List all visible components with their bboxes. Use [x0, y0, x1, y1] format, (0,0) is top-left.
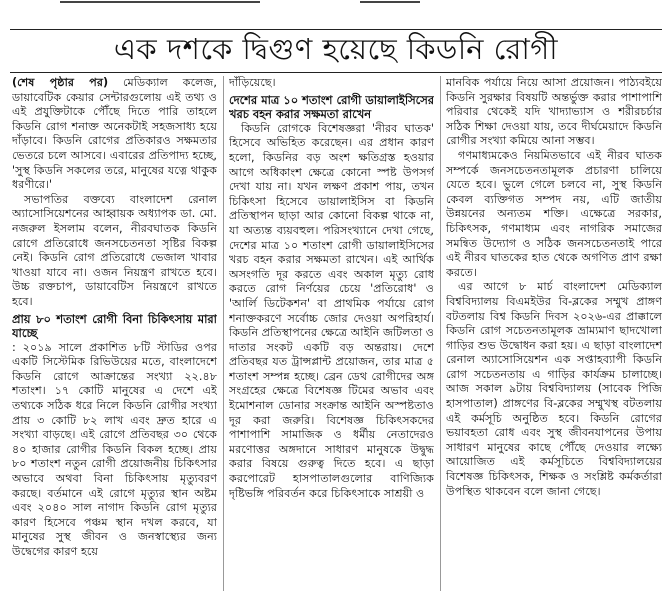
paragraph: গণমাধ্যমকেও নিয়মিতভাবে এই নীরব ঘাতক সম্পর্কে জনসচেতনতামূলক প্রচারণা চালিয়ে যেতে হবে। ভুলে গেলে চলবে না, সুস্থ কিডনি কেবল ব্যক্তিগত সম্পদ নয়, এটি জাতীয় উন্নয়নের অন্যতম শক্তি। এক্ষেত্রে সরকার, চিকিৎসক, গণমাধ্যম এবং নাগরিক সমাজের সমন্বিত উদ্যোগ ও সঠিক জনসচেতনতাই পারে এই নীরব ঘাতকের হাত থেকে অগণিত প্রাণ রক্ষা করতে। [446, 148, 662, 279]
subheading: দেশের মাত্র ১০ শতাংশ রোগী ডায়ালাইসিসের খরচ বহন করার সক্ষমতা রাখেন [229, 92, 434, 122]
paragraph [12, 76, 217, 193]
column-divider [223, 76, 224, 591]
paragraph: কিডনি রোগকে বিশেষজ্ঞরা 'নীরব ঘাতক' হিসেবে অভিহিত করেছেন। এর প্রধান কারণ হলো, কিডনির বড় অংশ ক্ষতিগ্রস্ত হওয়ার আগে অধিকাংশ ক্ষেত্রে কোনো স্পষ্ট উপসর্গ দেখা যায় না। যখন লক্ষণ প্রকাশ পায়, তখন চিকিৎসা হিসেবে ডায়ালাইসিস বা কিডনি প্রতিস্থাপন ছাড়া আর কোনো বিকল্প থাকে না, যা অত্যন্ত ব্যয়বহুল। পরিসংখ্যানে দেখা গেছে, দেশের মাত্র ১০ শতাংশ রোগী ডায়ালাইসিসের খরচ বহন করার সক্ষমতা রাখেন। এই আর্থিক অসংগতি দূর করতে এবং অকাল মৃত্যু রোধ করতে রোগ নির্ণয়ের চেয়ে 'প্রতিরোধ' ও 'আর্লি ডিটেকশন' বা প্রাথমিক পর্যায়ে রোগ শনাক্তকরণে সর্বোচ্চ জোর দেওয়া অপরিহার্য। কিডনি প্রতিস্থাপনের ক্ষেত্রে আইনি জটিলতা ও দাতার সংকট একটি বড় অন্তরায়। দেশে প্রতিবছর যত ট্রান্সপ্লান্ট প্রয়োজন, তার মাত্র ৫ শতাংশ সম্পন্ন হচ্ছে। ব্রেন ডেথ রোগীদের অঙ্গ সংগ্রহের ক্ষেত্রে বিশেষজ্ঞ টিমের অভাব এবং ইমোশনাল ডোনার সংক্রান্ত আইনি অস্পষ্টতাও দূর করা জরুরি। বিশেষজ্ঞ চিকিৎসকদের পাশাপাশি সামাজিক ও ধর্মীয় নেতাদেরও মরণোত্তর অঙ্গদানে সাধারণ মানুষকে উদ্বুদ্ধ করার বিষয়ে গুরুত্ব দিতে হবে। এ ছাড়া করপোরেট হাসপাতালগুলোর বাণিজ্যিক দৃষ্টিভঙ্গি পরিবর্তন করে চিকিৎসাকে সাশ্রয়ী ও [229, 121, 434, 500]
top-border [0, 0, 669, 6]
paragraph: : ২০১৯ সালে প্রকাশিত ৮টি স্টাডির ওপর একটি সিস্টেমিক রিভিউয়ের মতে, বাংলাদেশে কিডনি রোগে আক্রান্তের সংখ্যা ২২.৪৮ শতাংশ। ১৭ কোটি মানুষের এ দেশে এই তথ্যকে সঠিক ধরে নিলে কিডনি রোগীর সংখ্যা প্রায় ৩ কোটি ৮২ লাখ এবং দ্রুত হারে এ সংখ্যা বাড়ছে। এই রোগে প্রতিবছর ৩০ থেকে ৪০ হাজার রোগীর কিডনি বিকল হচ্ছে। প্রায় ৮০ শতাংশ নতুন রোগী প্রয়োজনীয় চিকিৎসার অভাবে অথবা বিনা চিকিৎসায় মৃত্যুবরণ করছে। বর্তমানে এই রোগে মৃত্যুর স্থান অষ্টম এবং ২০৪০ সাল নাগাদ কিডনি রোগ মৃত্যুর কারণ হিসেবে পঞ্চম স্থান দখল করবে, যা মানুষের সুস্থ জীবন ও জনস্বাস্থ্যের জন্য উদ্বেগের কারণ হয়ে [12, 340, 217, 558]
subheading: প্রায় ৮০ শতাংশ রোগী বিনা চিকিৎসায় মারা যাচ্ছে [12, 311, 217, 341]
column-3 [446, 76, 662, 591]
continuation-marker: (শেষ পৃষ্ঠার পর) [12, 76, 109, 89]
paragraph: এর আগে ৮ মার্চ বাংলাদেশ মেডিক্যাল বিশ্ববিদ্যালয় বিএমইউর বি-ব্লকের সম্মুখ প্রাঙ্গণ বটতলায় বিশ্ব কিডনি দিবস ২০২৬-এর প্রাক্কালে কিডনি রোগ সচেতনতামূলক ভ্রাম্যমাণ ছাদখোলা গাড়ির শুভ উদ্বোধন করা হয়। এ ছাড়া বাংলাদেশ রেনাল অ্যাসোসিয়েশন এক সপ্তাহব্যাপী কিডনি রোগ সচেতনতায় এ গাড়ির কার্যক্রম চালাচ্ছে। আজ সকাল ৯টায় বিশ্ববিদ্যালয় (সাবেক পিজি হাসপাতাল) প্রাঙ্গণের বি-ব্লকের সম্মুখস্থ বটতলায় এই কর্মসূচি অনুষ্ঠিত হবে। কিডনি রোগের ভয়াবহতা রোধ এবং সুস্থ জীবনযাপনের উপায় সাধারণ মানুষের কাছে পৌঁছে দেওয়ার লক্ষ্যে আয়োজিত এই কর্মসূচিতে বিশ্ববিদ্যালয়ের বিশেষজ্ঞ চিকিৎসক, শিক্ষক ও সংশ্লিষ্ট কর্মকর্তারা উপস্থিত থাকবেন বলে জানা গেছে। [446, 280, 662, 498]
column-2 [229, 76, 434, 591]
article-body [12, 76, 662, 591]
paragraph: মানবিক পর্যায়ে নিয়ে আসা প্রয়োজন। পাঠ্যবইয়ে কিডনি সুরক্ষার বিষয়টি অন্তর্ভুক্ত করার পাশাপাশি পরিবার থেকেই যদি খাদ্যাভ্যাস ও শরীরচর্চার সঠিক শিক্ষা দেওয়া যায়, তবে দীর্ঘমেয়াদে কিডনি রোগীর সংখ্যা কমিয়ে আনা সম্ভব। [446, 76, 662, 148]
headline-box [10, 29, 662, 73]
column-1 [12, 76, 217, 591]
column-divider [440, 76, 441, 591]
headline: এক দশকে দ্বিগুণ হয়েছে কিডনি রোগী [113, 31, 559, 66]
paragraph-text: মেডিক্যাল কলেজ, ডায়াবেটিক কেয়ার সেন্টারগুলোয় এই তথ্য ও এই প্রযুক্তিটাকে পৌঁছে দিতে পারি তাহলে কিডনি রোগ শনাক্ত অনেকটাই সহজসাধ্য হয়ে দাঁড়াবে। কিডনি রোগের প্রতিকারও সক্ষমতার ভেতরে চলে আসবে। এবারের প্রতিপাদ্য হচ্ছে, 'সুস্থ কিডনি সকলের তরে, মানুষের যত্নে থাকুক ধরণীরে।' [12, 76, 217, 192]
paragraph: সভাপতির বক্তব্যে বাংলাদেশ রেনাল অ্যাসোসিয়েশনের আহ্বায়ক অধ্যাপক ডা. মো. নজরুল ইসলাম বলেন, নীরবঘাতক কিডনি রোগে প্রতিরোধে জনসচেতনতা সৃষ্টির বিকল্প নেই। কিডনি রোগ প্রতিরোধে ভেজাল খাবার খাওয়া যাবে না। ওজন নিয়ন্ত্রণ রাখতে হবে। উচ্চ রক্তচাপ, ডায়াবেটিস নিয়ন্ত্রণে রাখতে হবে। [12, 192, 217, 308]
paragraph: দাঁড়িয়েছে। [229, 76, 276, 89]
